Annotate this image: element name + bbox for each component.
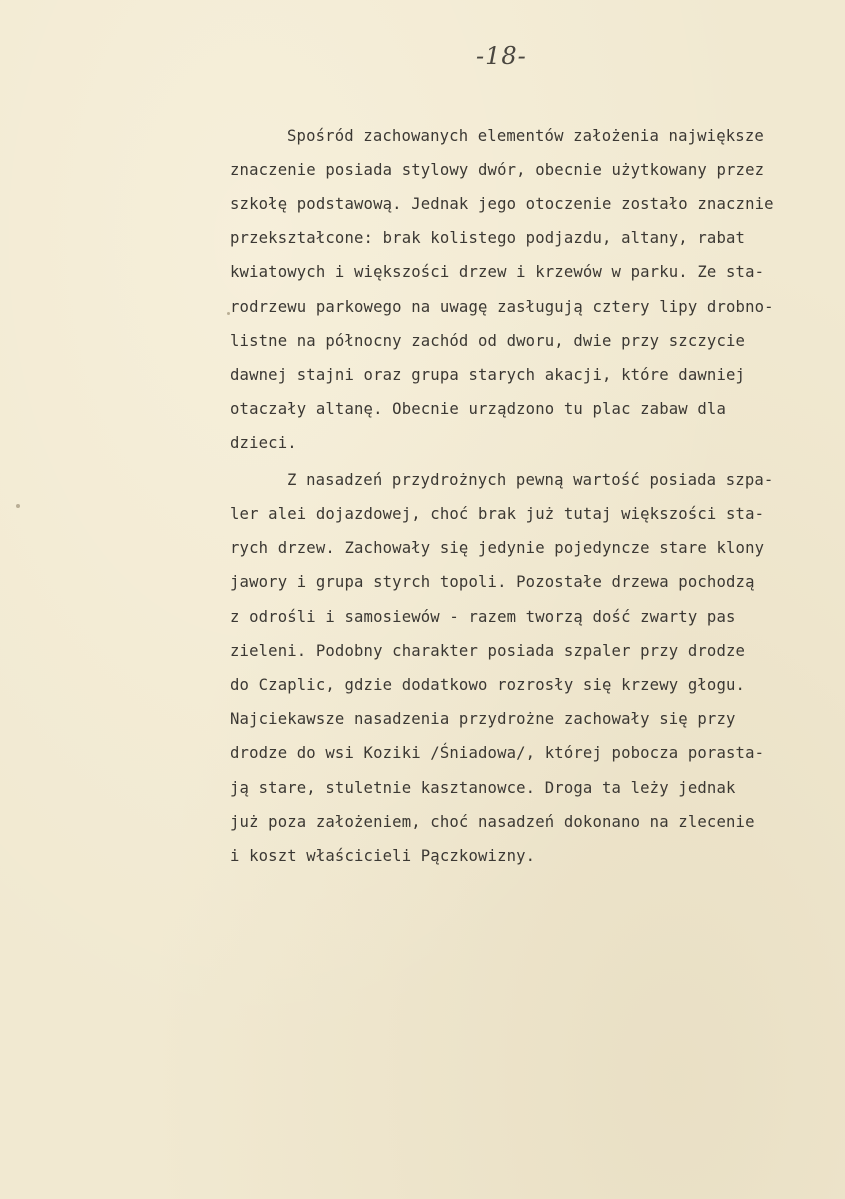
text-line: Z nasadzeń przydrożnych pewną wartość posiada szpa- (287, 471, 774, 489)
text-line: z odrośli i samosiewów - razem tworzą dość zwarty pas (230, 608, 736, 626)
text-line: drodze do wsi Koziki /Śniadowa/, której pobocza porasta- (230, 744, 765, 762)
text-line: do Czaplic, gdzie dodatkowo rozrosły się krzewy głogu. (230, 676, 746, 694)
text-line: znaczenie posiada stylowy dwór, obecnie użytkowany przez (230, 161, 765, 179)
page-number: -18- (476, 42, 527, 70)
text-line: zieleni. Podobny charakter posiada szpaler przy drodze (230, 642, 746, 660)
text-line: przekształcone: brak kolistego podjazdu, altany, rabat (230, 229, 746, 247)
text-line: i koszt właścicieli Pączkowizny. (230, 847, 536, 865)
text-line: listne na północny zachód od dworu, dwie przy szczycie (230, 332, 746, 350)
text-line: kwiatowych i większości drzew i krzewów w parku. Ze sta- (230, 263, 765, 281)
paper-speck (227, 312, 230, 315)
text-line: Spośród zachowanych elementów założenia największe (287, 127, 764, 145)
text-line: dzieci. (230, 434, 297, 452)
text-line: otaczały altanę. Obecnie urządzono tu plac zabaw dla (230, 400, 726, 418)
paper-speck (16, 504, 20, 508)
text-line: rodrzewu parkowego na uwagę zasługują cztery lipy drobno- (230, 298, 774, 316)
text-line: Najciekawsze nasadzenia przydrożne zachowały się przy (230, 710, 736, 728)
text-line: szkołę podstawową. Jednak jego otoczenie zostało znacznie (230, 195, 774, 213)
text-line: ler alei dojazdowej, choć brak już tutaj większości sta- (230, 505, 765, 523)
text-line: rych drzew. Zachowały się jedynie pojedyncze stare klony (230, 539, 765, 557)
text-line: jawory i grupa styrch topoli. Pozostałe drzewa pochodzą (230, 573, 755, 591)
text-line: ją stare, stuletnie kasztanowce. Droga ta leży jednak (230, 779, 736, 797)
text-line: dawnej stajni oraz grupa starych akacji, które dawniej (230, 366, 746, 384)
text-line: już poza założeniem, choć nasadzeń dokonano na zlecenie (230, 813, 755, 831)
